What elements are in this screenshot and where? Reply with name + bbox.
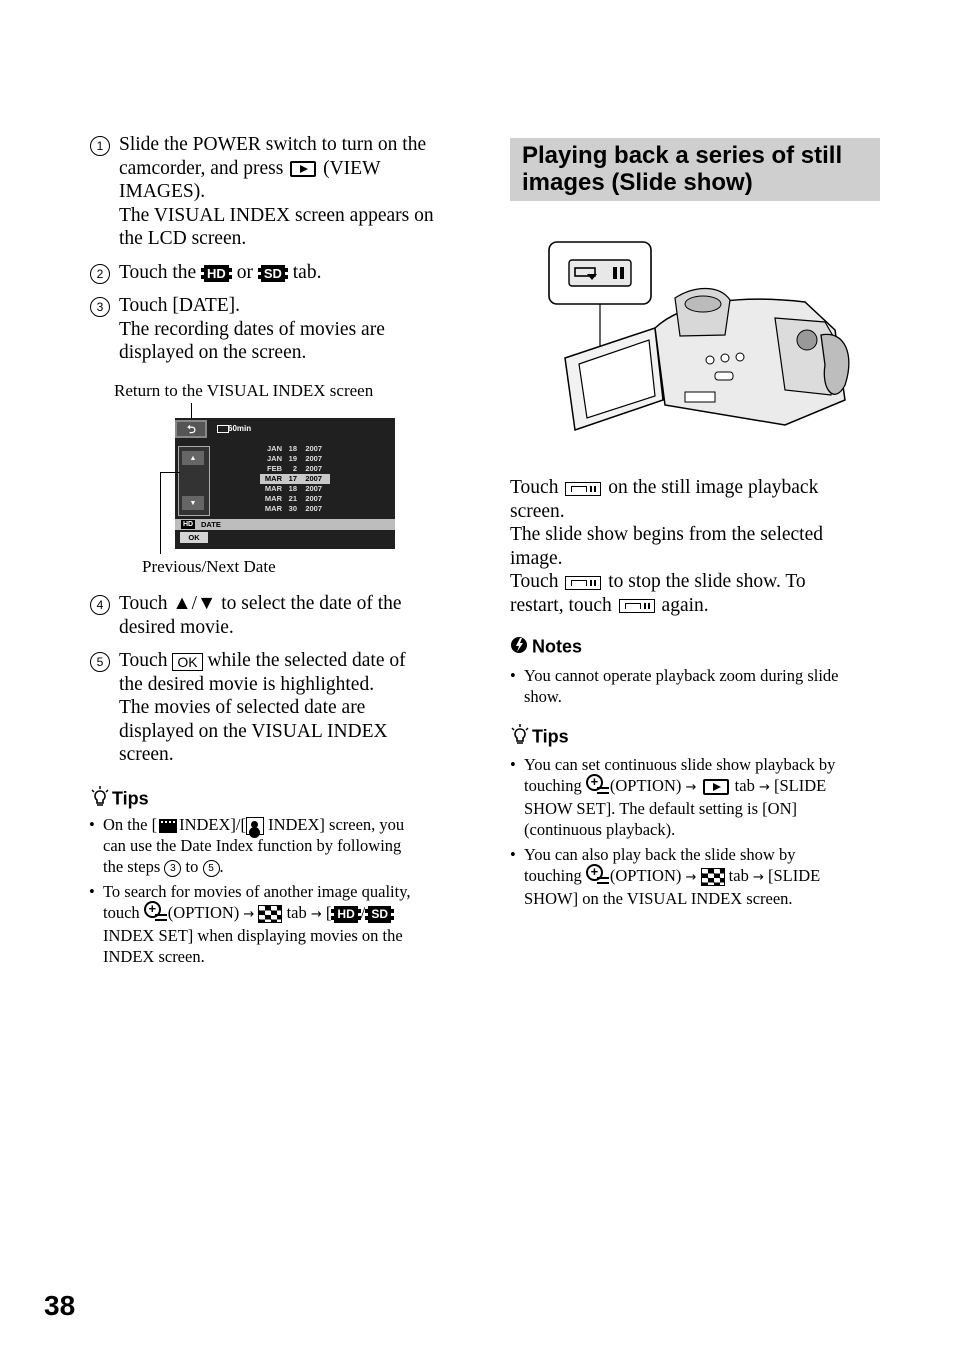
step-number: 2	[90, 264, 110, 284]
note-item: • You cannot operate playback zoom during slide show.	[510, 665, 885, 707]
slide-show-instructions: Touch on the still image playback screen. The slide show begins from the selected image. Touch to stop the slide show. To restart, touch again.	[510, 477, 823, 616]
arrow-icon: →	[758, 780, 770, 795]
tips-bulb-icon	[510, 724, 532, 751]
callout-line-prev-next-v	[160, 472, 161, 554]
step-1: 1 Slide the POWER switch to turn on the camcorder, and press (VIEW IMAGES). The VISUAL INDEX screen appears on the LCD screen.	[90, 133, 460, 251]
notes-heading: Notes	[510, 635, 582, 660]
callout-line-prev-next	[160, 472, 180, 473]
date-month: JAN	[266, 454, 282, 463]
step-3-ref: 3	[164, 860, 181, 877]
step-number: 5	[90, 652, 110, 672]
date-month: MAR	[264, 504, 282, 513]
date-year: 2007	[305, 494, 322, 503]
previous-date-button[interactable]: ▲	[182, 451, 204, 465]
date-day: 30	[288, 504, 297, 513]
option-icon	[586, 778, 610, 796]
next-date-button[interactable]: ▼	[182, 496, 204, 510]
step-number: 1	[90, 136, 110, 156]
tips-heading-right: Tips	[510, 724, 569, 751]
ok-button[interactable]: OK	[180, 532, 208, 543]
date-row[interactable]	[260, 474, 330, 484]
notes-list	[510, 665, 885, 711]
face-index-icon	[246, 817, 264, 835]
date-year: 2007	[305, 474, 322, 483]
arrow-icon: →	[685, 780, 697, 795]
date-index-screen	[175, 418, 395, 549]
sd-tab-icon: SD	[258, 265, 288, 282]
hd-tab[interactable]: HD	[183, 521, 194, 528]
date-month: MAR	[264, 474, 282, 483]
setup-tab-icon	[701, 868, 725, 886]
date-row[interactable]	[260, 504, 330, 514]
movie-index-icon	[159, 819, 177, 833]
ok-icon: OK	[172, 653, 202, 671]
step-4: 4 Touch ▲/▼ to select the date of the desired movie.	[90, 592, 460, 639]
date-year: 2007	[305, 504, 322, 513]
hd-icon: HD	[331, 906, 360, 923]
date-month: FEB	[267, 464, 282, 473]
date-row[interactable]	[260, 464, 330, 474]
date-day: 17	[288, 474, 297, 483]
date-year: 2007	[305, 444, 322, 453]
slide-show-icon	[619, 599, 655, 613]
date-label: DATE	[201, 520, 221, 529]
step-5: 5 Touch OK while the selected date of the desired movie is highlighted. The movies of selected date are displayed on the VISUAL INDEX screen.	[90, 649, 460, 767]
tip-item: • To search for movies of another image quality, touch + (OPTION) → tab → [ HD / SD INDEX SET] when displaying movies on the INDEX screen.	[89, 881, 461, 967]
setup-tab-icon	[258, 905, 282, 923]
date-day: 19	[288, 454, 297, 463]
arrow-icon: →	[752, 870, 764, 885]
arrow-icon: →	[685, 870, 697, 885]
date-row[interactable]	[260, 484, 330, 494]
step-3: 3 Touch [DATE]. The recording dates of movies are displayed on the screen.	[90, 294, 460, 365]
tip-item: • You can also play back the slide show by touching + (OPTION) → tab → [SLIDE SHOW] on the VISUAL INDEX screen.	[510, 844, 888, 909]
slide-show-icon	[565, 482, 601, 496]
tip-item: • On the [ INDEX]/[ INDEX] screen, you can use the Date Index function by following the steps 3 to 5 .	[89, 814, 461, 877]
playback-tab-icon	[703, 779, 729, 795]
date-row[interactable]	[260, 444, 330, 454]
hd-tab-icon: HD	[201, 265, 232, 282]
arrow-icon: →	[310, 907, 322, 923]
tips-heading-left: Tips	[90, 786, 149, 813]
date-day: 21	[288, 494, 297, 503]
slide-show-icon	[565, 576, 601, 590]
tips-list-left	[89, 814, 461, 971]
remaining-time: 60min	[228, 424, 252, 433]
date-row[interactable]	[260, 454, 330, 464]
camcorder-illustration	[545, 240, 865, 440]
date-month: JAN	[266, 444, 282, 453]
callout-return: Return to the VISUAL INDEX screen	[114, 381, 374, 400]
date-day: 18	[288, 444, 297, 453]
step-number: 4	[90, 595, 110, 615]
tips-list-right	[510, 754, 888, 913]
date-year: 2007	[305, 454, 322, 463]
arrow-icon: →	[243, 907, 255, 923]
step-2: 2 Touch the HD or SD tab.	[90, 261, 460, 285]
tip-item: • You can set continuous slide show playback by touching + (OPTION) → tab → [SLIDE SHOW SET]. The default setting is [ON] (continuous playback).	[510, 754, 888, 840]
option-icon	[144, 905, 168, 923]
section-heading-box	[510, 138, 880, 201]
callout-prev-next: Previous/Next Date	[142, 557, 276, 576]
option-icon	[586, 868, 610, 886]
page-number: 38	[44, 1290, 76, 1321]
date-day: 18	[288, 484, 297, 493]
view-images-icon	[290, 161, 316, 177]
sd-icon: SD	[365, 906, 394, 923]
date-month: MAR	[264, 484, 282, 493]
step-5-ref: 5	[203, 860, 220, 877]
date-year: 2007	[305, 464, 322, 473]
date-row[interactable]	[260, 494, 330, 504]
step-number: 3	[90, 297, 110, 317]
date-month: MAR	[264, 494, 282, 503]
date-day: 2	[292, 464, 297, 473]
date-year: 2007	[305, 484, 322, 493]
return-arrow-icon: ⮌	[187, 424, 196, 436]
notes-icon	[510, 635, 532, 660]
section-heading: Playing back a series of still images (Slide show)	[522, 142, 843, 196]
tips-bulb-icon	[90, 786, 112, 813]
